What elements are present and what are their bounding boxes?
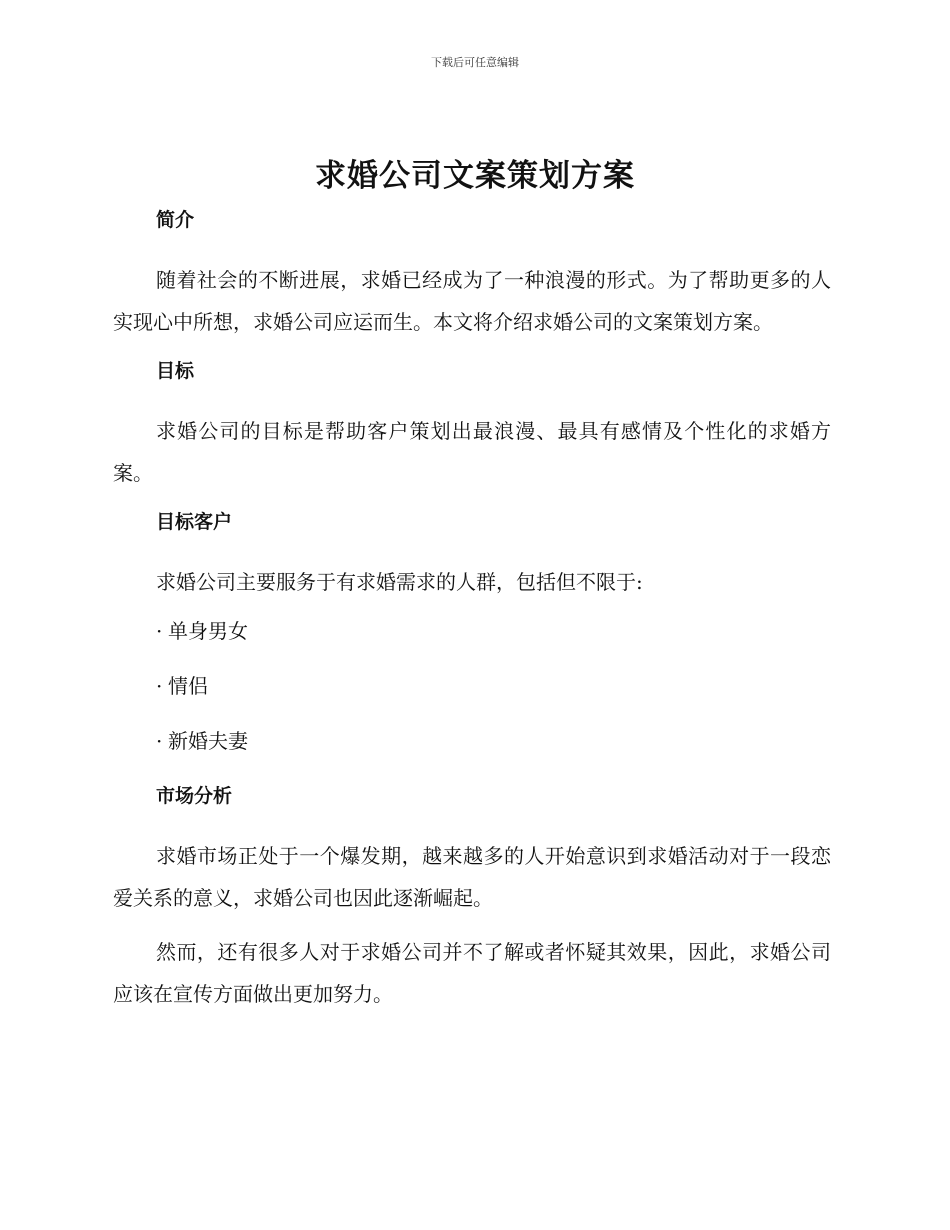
document-title: 求婚公司文案策划方案 <box>315 158 635 194</box>
list-item <box>113 670 831 702</box>
section-heading-customers: 目标客户 <box>156 511 233 533</box>
list-item <box>113 725 831 757</box>
bullet-dot: · <box>156 619 163 643</box>
list-item-label: 情侣 <box>168 674 208 698</box>
list-item-label: 新婚夫妻 <box>168 729 248 753</box>
section-heading-intro: 简介 <box>156 209 195 231</box>
list-item <box>113 615 831 647</box>
section-heading-goal: 目标 <box>156 360 195 382</box>
intro-paragraph: 随着社会的不断进展，求婚已经成为了一种浪漫的形式。为了帮助更多的人实现心中所想，求婚公司应运而生。本文将介绍求婚公司的文案策划方案。 <box>113 268 831 334</box>
section-heading-market: 市场分析 <box>156 785 233 807</box>
bullet-dot: · <box>156 729 163 753</box>
document-body <box>113 204 831 1027</box>
bullet-dot: · <box>156 674 163 698</box>
market-paragraph-2: 然而，还有很多人对于求婚公司并不了解或者怀疑其效果，因此，求婚公司应该在宣传方面做出更加努力。 <box>113 940 831 1006</box>
list-item-label: 单身男女 <box>168 619 248 643</box>
goal-paragraph: 求婚公司的目标是帮助客户策划出最浪漫、最具有感情及个性化的求婚方案。 <box>113 419 831 485</box>
market-paragraph-1: 求婚市场正处于一个爆发期，越来越多的人开始意识到求婚活动对于一段恋爱关系的意义，求婚公司也因此逐渐崛起。 <box>113 844 831 910</box>
customers-paragraph: 求婚公司主要服务于有求婚需求的人群，包括但不限于: <box>156 570 643 594</box>
page-header-note: 下载后可任意编辑 <box>431 56 519 69</box>
